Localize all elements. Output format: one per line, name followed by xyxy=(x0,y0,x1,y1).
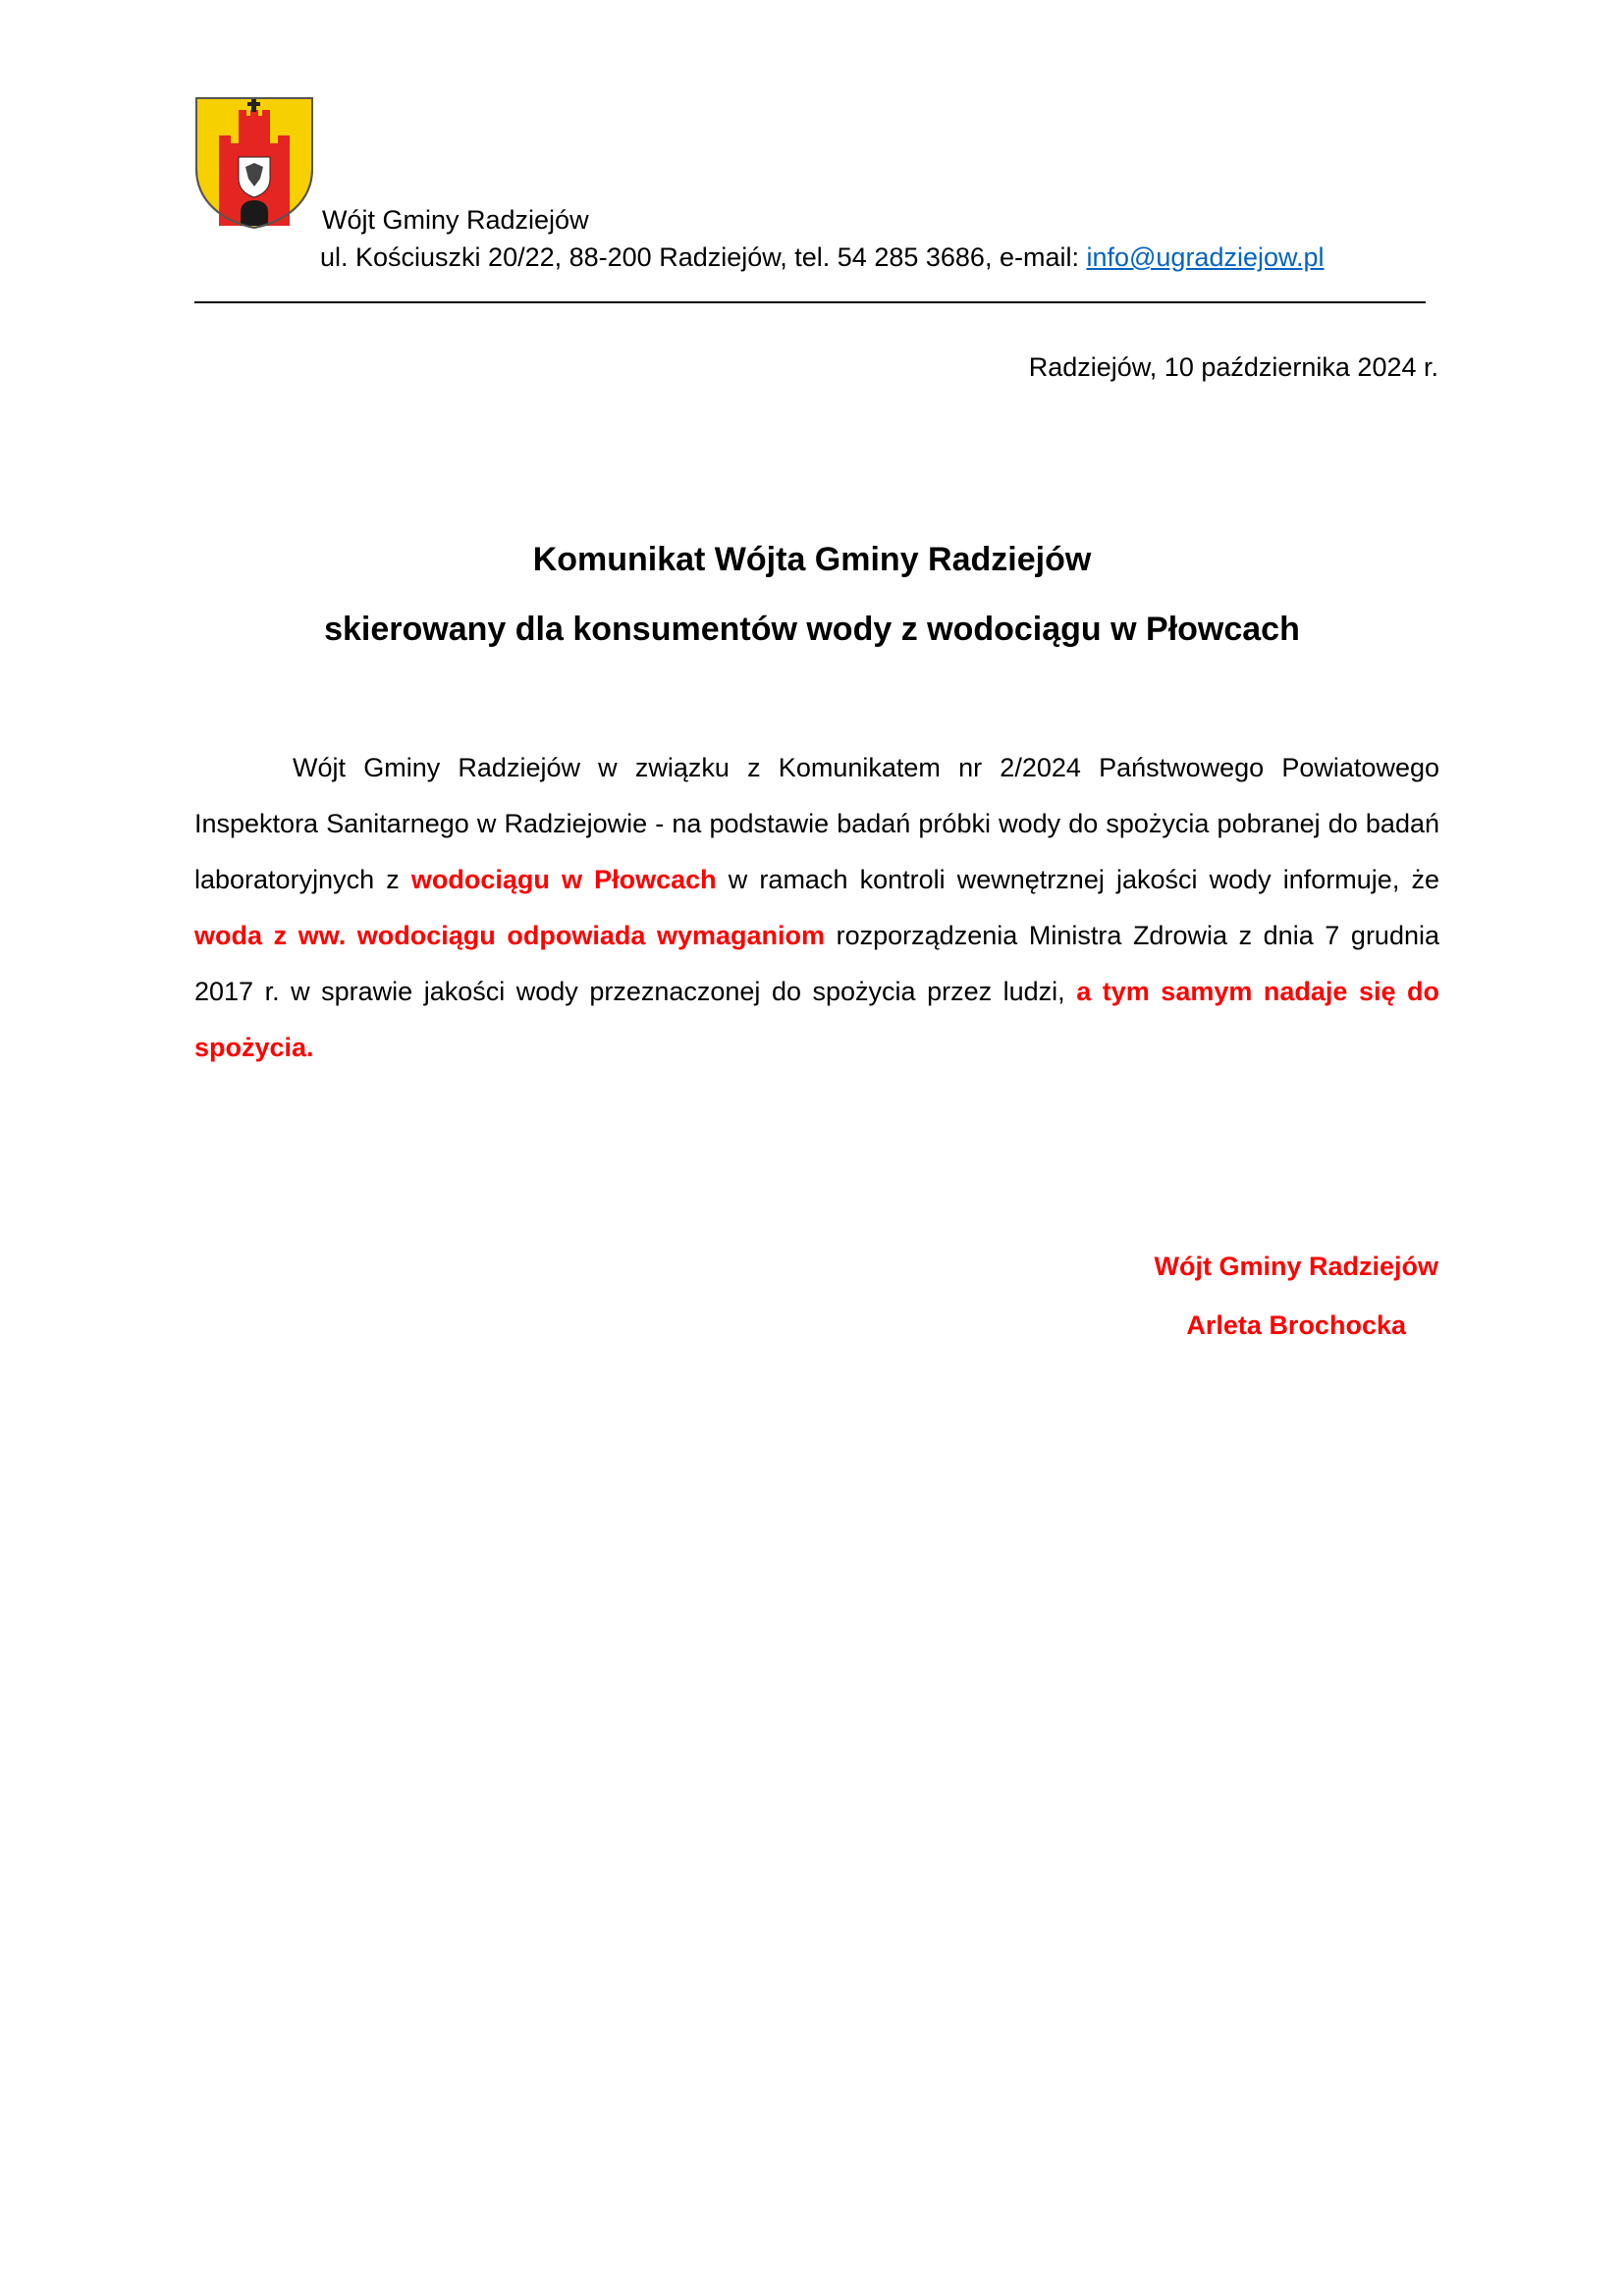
body-part-2: w ramach kontroli wewnętrznej jakości wody informuje, że xyxy=(716,865,1439,894)
signature-name: Arleta Brochocka xyxy=(1186,1310,1406,1340)
signature-title: Wójt Gminy Radziejów xyxy=(1154,1252,1438,1281)
body-highlight-waterworks: wodociągu w Płowcach xyxy=(410,865,717,894)
body-highlight-drinkable: a tym samym nadaje się do spożycia. xyxy=(194,977,1440,1062)
body-part-3: rozporządzenia Ministra Zdrowia z dnia 7 grudnia 2017 r. w sprawie jakości wody przeznaczonej do spożycia przez ludzi, xyxy=(194,921,1439,1006)
address-text: ul. Kościuszki 20/22, 88-200 Radziejów, tel. 54 285 3686, e-mail: xyxy=(320,242,1087,272)
document-date: Radziejów, 10 października 2024 r. xyxy=(1028,352,1438,382)
document-title: Komunikat Wójta Gminy Radziejów xyxy=(532,541,1092,578)
body-part-1: Wójt Gminy Radziejów w związku z Komunikatem nr 2/2024 Państwowego Powiatowego Inspektora Sanitarnego w Radziejowie - na podstawie badań próbki wody do spożycia pobranej do badań laboratoryjnych z xyxy=(194,753,1439,894)
body-highlight-compliance: woda z ww. wodociągu odpowiada wymaganiom xyxy=(194,921,826,950)
coat-of-arms-icon xyxy=(194,96,314,230)
document-subtitle: skierowany dla konsumentów wody z wodociągu w Płowcach xyxy=(324,611,1300,648)
office-name: Wójt Gminy Radziejów xyxy=(322,205,589,235)
email-link[interactable]: info@ugradziejow.pl xyxy=(1086,242,1325,272)
office-address xyxy=(320,241,1325,273)
announcement-body xyxy=(194,740,1439,1076)
header-divider xyxy=(194,301,1426,303)
